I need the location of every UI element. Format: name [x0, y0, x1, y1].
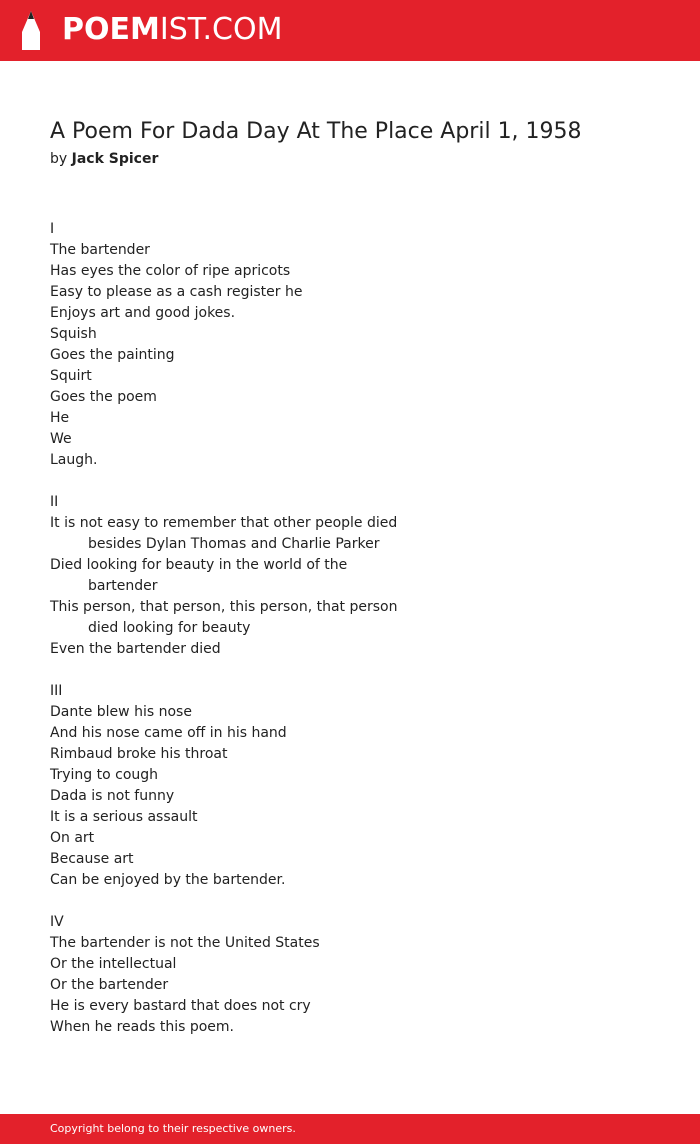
logo-light-text: IST.COM — [159, 12, 283, 47]
poem-line: Or the bartender — [50, 977, 169, 993]
poem-line: bartender — [88, 578, 158, 594]
poem-line: III — [50, 683, 63, 699]
site-footer — [0, 1114, 700, 1144]
poem-line: Goes the painting — [50, 347, 175, 363]
poem-line: The bartender is not the United States — [50, 935, 320, 951]
poem-line: II — [50, 494, 59, 510]
poem-line: This person, that person, this person, that person — [50, 599, 398, 615]
poem-line: He is every bastard that does not cry — [50, 998, 311, 1014]
poem-line: besides Dylan Thomas and Charlie Parker — [88, 536, 380, 552]
poem-line: Has eyes the color of ripe apricots — [50, 263, 291, 279]
poem-line: On art — [50, 830, 95, 846]
poem-line: died looking for beauty — [88, 620, 251, 636]
stanza-break — [50, 660, 650, 681]
by-label: by — [50, 151, 68, 167]
poem-line: And his nose came off in his hand — [50, 725, 287, 741]
poem-line: IV — [50, 914, 64, 930]
poem-line: Enjoys art and good jokes. — [50, 305, 236, 321]
poem-line: Because art — [50, 851, 134, 867]
poem-line: Even the bartender died — [50, 641, 221, 657]
poem-line: He — [50, 410, 70, 426]
author-name: Jack Spicer — [71, 151, 159, 167]
stanza-break — [50, 891, 650, 912]
poem-line: It is not easy to remember that other people died — [50, 515, 398, 531]
poem-line: The bartender — [50, 242, 150, 258]
poem-line: Squish — [50, 326, 97, 342]
poem-line: We — [50, 431, 72, 447]
site-header — [0, 0, 700, 61]
poem-line: Dada is not funny — [50, 788, 175, 804]
pencil-tip-icon — [18, 10, 44, 52]
poem-line: Goes the poem — [50, 389, 157, 405]
poem-line: Rimbaud broke his throat — [50, 746, 228, 762]
copyright-text: Copyright belong to their respective owners. — [50, 1122, 296, 1135]
poem-line: Dante blew his nose — [50, 704, 192, 720]
poem-body — [50, 219, 650, 1038]
poem-line: Laugh. — [50, 452, 98, 468]
poem-line: Squirt — [50, 368, 92, 384]
poem-line: Easy to please as a cash register he — [50, 284, 303, 300]
poem-line: When he reads this poem. — [50, 1019, 235, 1035]
site-logo-text — [62, 13, 282, 47]
poem-line: Or the intellectual — [50, 956, 177, 972]
poem-line: Trying to cough — [50, 767, 159, 783]
poem-line: I — [50, 221, 55, 237]
stanza-break — [50, 471, 650, 492]
poem-line: It is a serious assault — [50, 809, 198, 825]
poem-line: Died looking for beauty in the world of the — [50, 557, 348, 573]
logo-bold-text: POEM — [62, 12, 160, 47]
poem-line: Can be enjoyed by the bartender. — [50, 872, 286, 888]
poem-title: A Poem For Dada Day At The Place April 1, 1958 — [50, 119, 582, 144]
poem-byline — [50, 149, 158, 169]
